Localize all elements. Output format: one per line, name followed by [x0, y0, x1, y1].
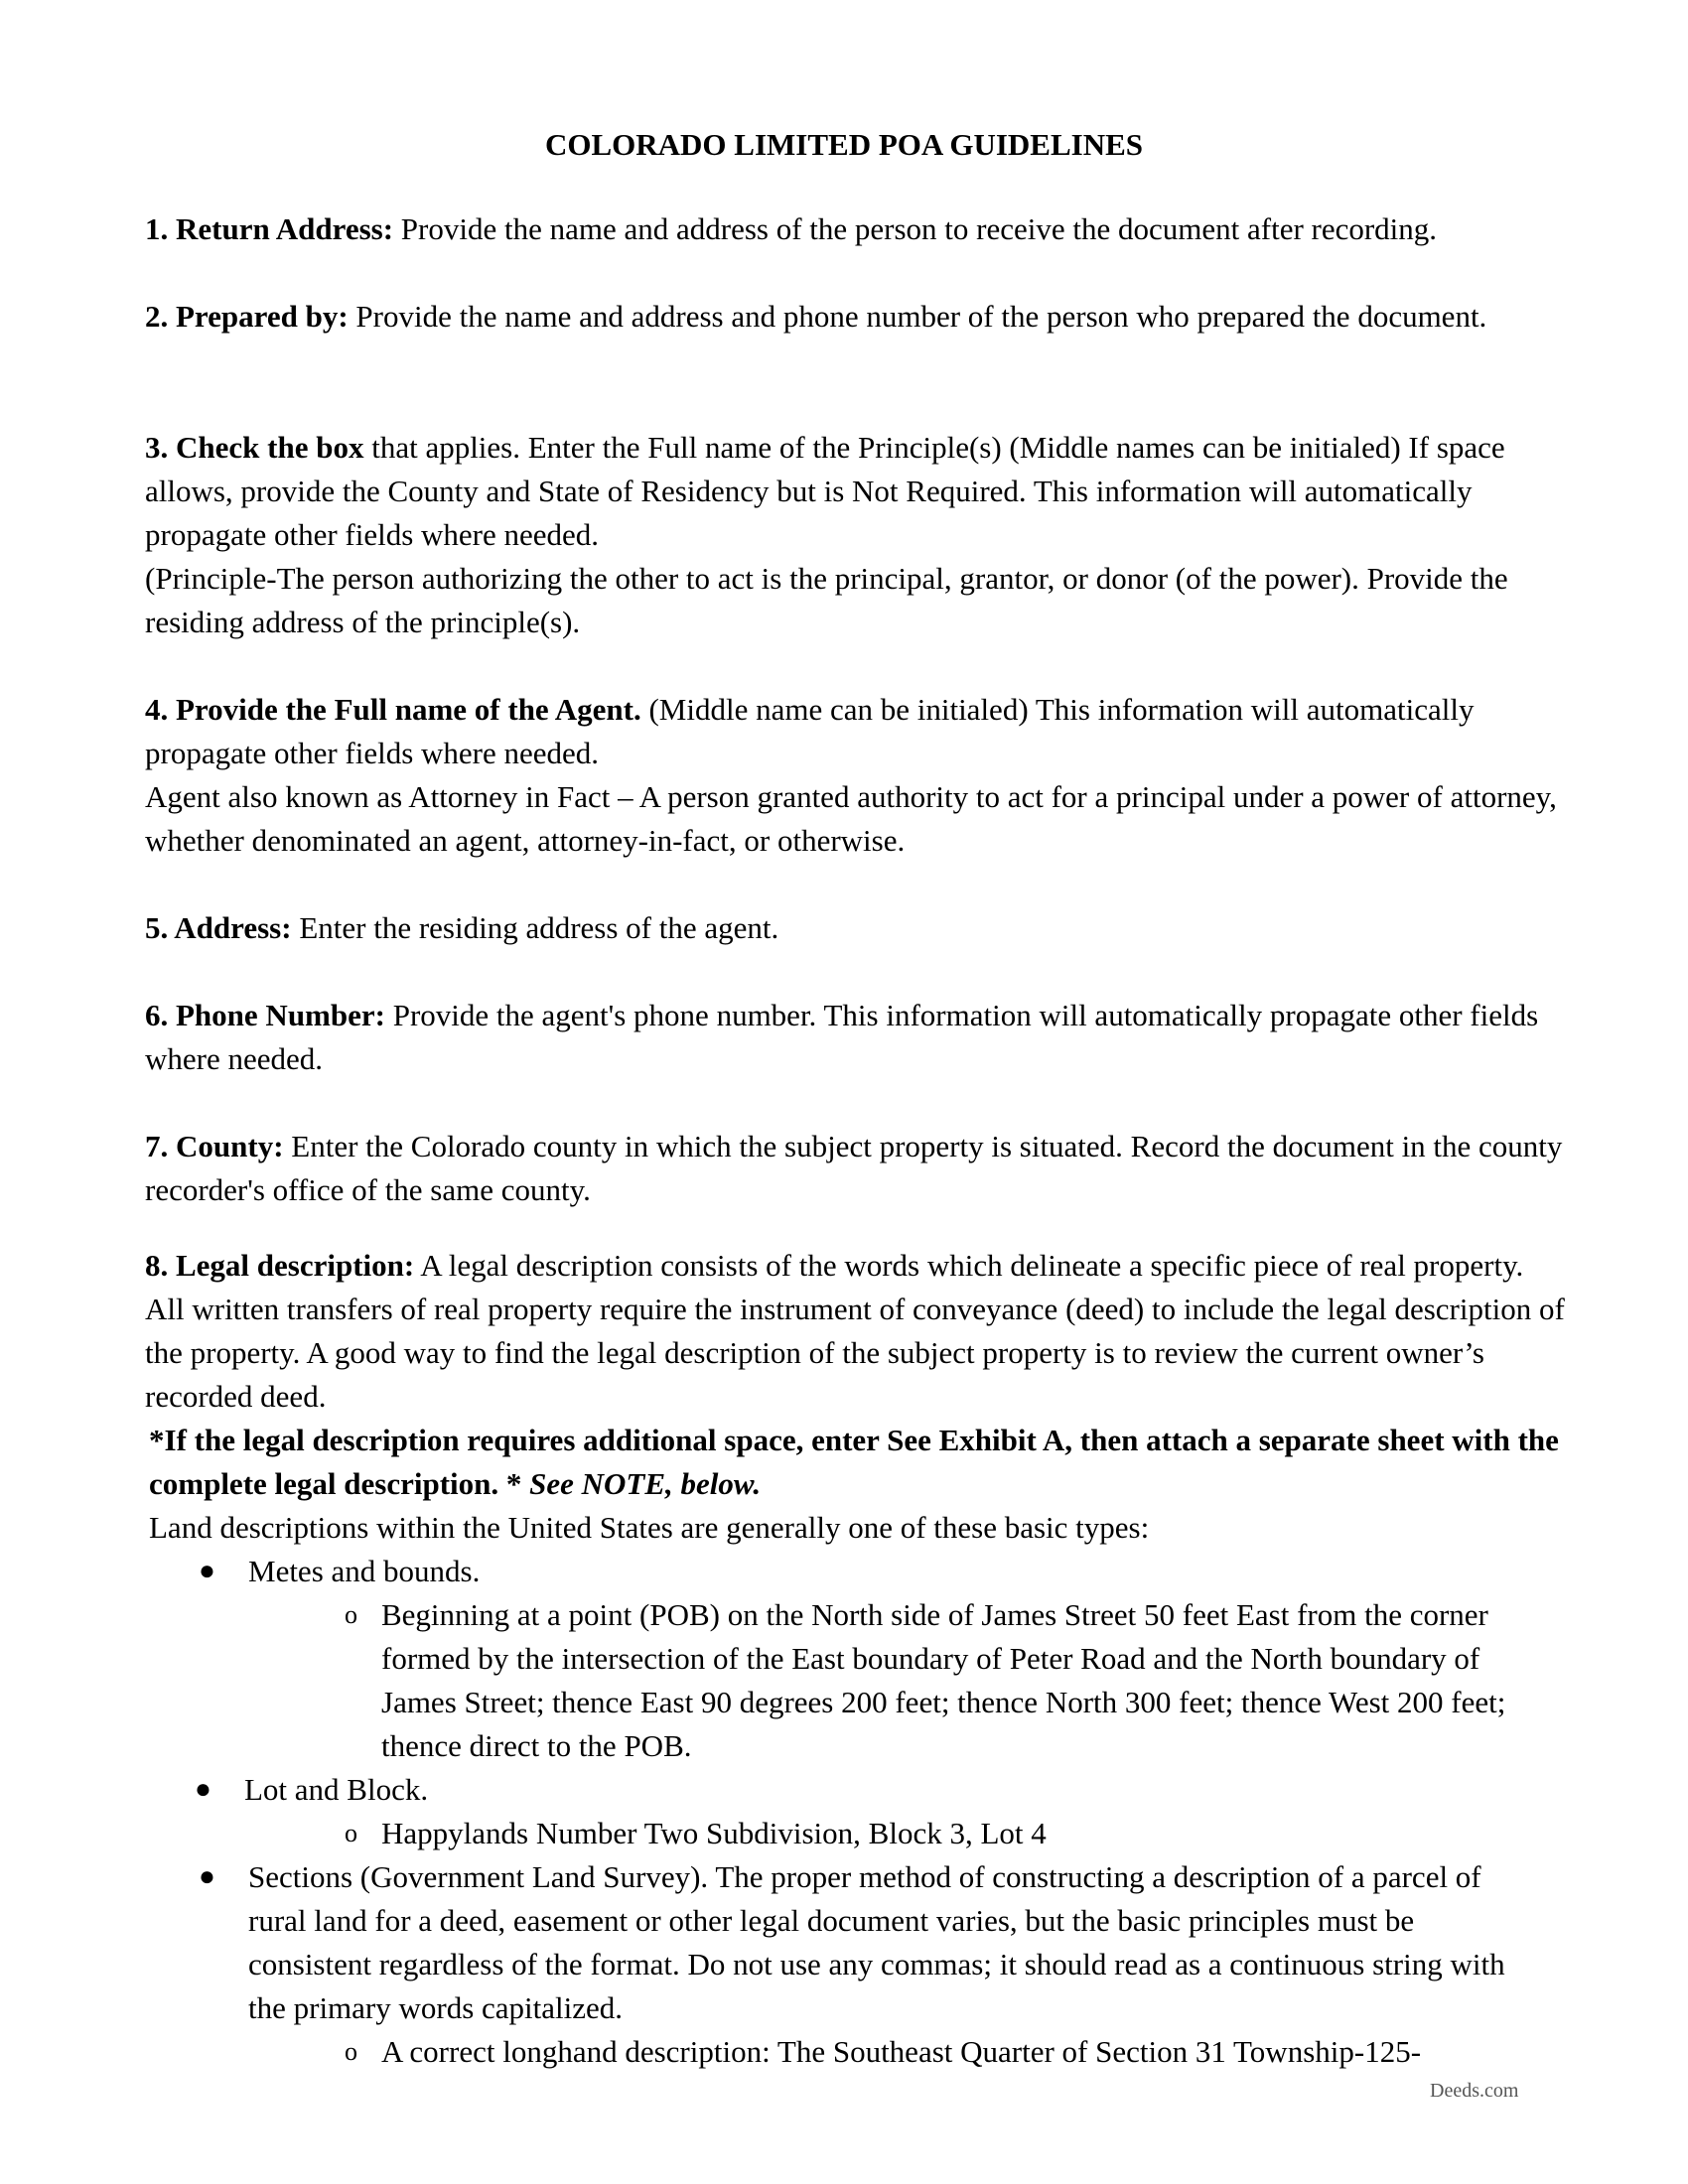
item-check-box [145, 426, 1565, 644]
item-label: 4. Provide the Full name of the Agent. [145, 692, 641, 727]
item-text: Enter the Colorado county in which the subject property is situated. Record the document in the county recorder's office of the same county. [145, 1129, 1563, 1207]
item-return-address [145, 207, 1565, 251]
item-label: 8. Legal description: [145, 1248, 415, 1283]
sub-bullet-metes-example: Beginning at a point (POB) on the North side of James Street 50 feet East from the corner formed by the intersection of the East boundary of Peter Road and the North boundary of James Street; thence East 90 degrees 200 feet; thence North 300 feet; thence West 200 feet; thence direct to the POB. [381, 1597, 1506, 1763]
document-title: COLORADO LIMITED POA GUIDELINES [544, 127, 1144, 162]
bullet-sections: Sections (Government Land Survey). The proper method of constructing a description of a parcel of rural land for a deed, easement or other legal document varies, but the basic principles must be consistent regardless of the format. Do not use any commas; it should read as a continuous string with the primary words capitalized. [248, 1859, 1505, 2025]
sub-bullet-icon: o [345, 1819, 357, 1847]
footer-brand: Deeds.com [1430, 2080, 1519, 2102]
bullet-icon: ● [199, 1556, 215, 1586]
item-text-extra: Agent also known as Attorney in Fact – A person granted authority to act for a principal under a power of attorney, whether denominated an agent, attorney-in-fact, or otherwise. [145, 779, 1557, 858]
item-label: 3. Check the box [145, 430, 364, 465]
item-text: Provide the agent's phone number. This information will automatically propagate other fields where needed. [145, 998, 1539, 1076]
item-legal-description [145, 1244, 1565, 1419]
exhibit-note [149, 1419, 1559, 1506]
item-county [145, 1125, 1565, 1212]
item-phone-number [145, 994, 1565, 1081]
sub-bullet-sections-example: A correct longhand description: The Southeast Quarter of Section 31 Township-125- [381, 2034, 1422, 2069]
note-italic: See NOTE, below. [521, 1466, 762, 1501]
sub-bullet-lot-example: Happylands Number Two Subdivision, Block 3, Lot 4 [381, 1816, 1047, 1850]
bullet-lot-block: Lot and Block. [244, 1772, 429, 1807]
item-text: (Middle name can be initialed) This information will automatically propagate other fields where needed. [145, 692, 1475, 770]
item-address [145, 906, 1565, 950]
item-text-extra: (Principle-The person authorizing the other to act is the principal, grantor, or donor (of the power). Provide the residing address of the principle(s). [145, 561, 1508, 639]
item-label: 5. Address: [145, 910, 292, 945]
item-label: 1. Return Address: [145, 211, 394, 246]
bullet-icon: ● [199, 1861, 215, 1892]
sub-bullet-icon: o [345, 1600, 357, 1629]
item-label: 2. Prepared by: [145, 299, 349, 334]
item-label: 7. County: [145, 1129, 284, 1163]
item-prepared-by [145, 295, 1565, 339]
item-text: that applies. Enter the Full name of the Principle(s) (Middle names can be initialed) If space allows, provide the County and State of Residency but is Not Required. This information will automatically propagate other fields where needed. [145, 430, 1505, 552]
item-text: Provide the name and address and phone number of the person who prepared the document. [348, 299, 1487, 334]
item-text: Provide the name and address of the person to receive the document after recording. [393, 211, 1438, 246]
bullet-icon: ● [195, 1774, 211, 1805]
item-label: 6. Phone Number: [145, 998, 385, 1032]
note-bold: *If the legal description requires additional space, enter See Exhibit A, then attach a separate sheet with the complete legal description. * [149, 1423, 1559, 1501]
item-agent-name [145, 688, 1565, 863]
sub-bullet-icon: o [345, 2037, 357, 2066]
item-text: Enter the residing address of the agent. [291, 910, 779, 945]
item-text: A legal description consists of the words which delineate a specific piece of real property. All written transfers of real property require the instrument of conveyance (deed) to include the legal description of the property. A good way to find the legal description of the subject property is to review the current owner’s recorded deed. [145, 1248, 1565, 1414]
land-intro: Land descriptions within the United States are generally one of these basic types: [149, 1510, 1150, 1545]
bullet-metes-bounds: Metes and bounds. [248, 1554, 481, 1588]
